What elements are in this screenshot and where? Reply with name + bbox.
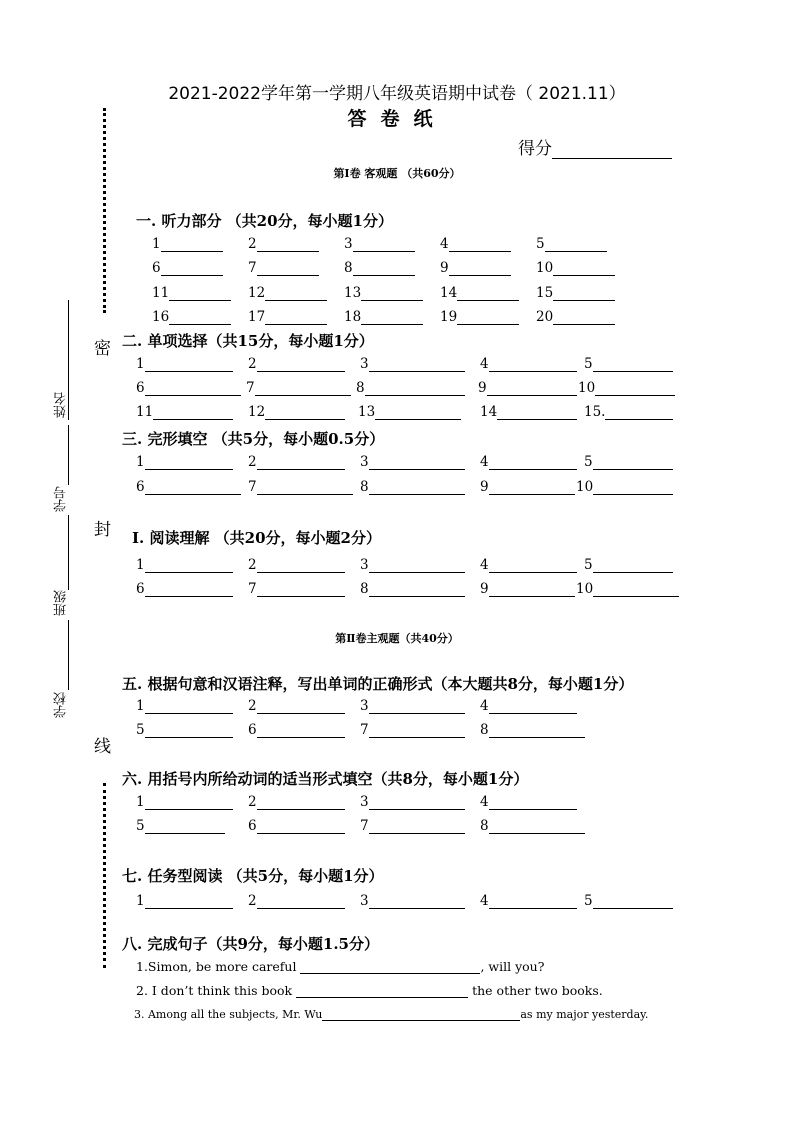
sentence-blank[interactable]	[300, 960, 480, 974]
score-label: 得分	[518, 139, 552, 159]
answer-blank[interactable]: 8	[356, 380, 465, 396]
answer-blank[interactable]: 9	[478, 380, 577, 396]
section-verb-forms: 六. 用括号内所给动词的适当形式填空（共8分，每小题1分）	[122, 770, 529, 788]
answer-blank[interactable]: 6	[152, 260, 223, 276]
answer-blank[interactable]: 3	[360, 893, 465, 909]
answer-blank[interactable]: 4	[480, 893, 577, 909]
answer-blank[interactable]: 5	[584, 356, 673, 372]
answer-blank[interactable]: 6	[136, 479, 241, 495]
answer-blank[interactable]: 2	[248, 794, 345, 810]
answer-blank[interactable]: 5	[584, 557, 673, 573]
answer-blank[interactable]: 6	[248, 722, 345, 738]
answer-sheet-heading: 答卷纸	[347, 108, 447, 130]
answer-blank[interactable]: 2	[248, 698, 345, 714]
answer-blank[interactable]: 10	[576, 479, 673, 495]
answer-blank[interactable]: 18	[344, 309, 423, 325]
answer-blank[interactable]: 11	[152, 285, 231, 301]
answer-blank[interactable]: 1	[136, 356, 233, 372]
answer-blank[interactable]: 9	[440, 260, 511, 276]
answer-blank[interactable]: 5	[584, 454, 673, 470]
answer-blank[interactable]: 12	[248, 285, 327, 301]
answer-blank[interactable]: 14	[440, 285, 519, 301]
section-reading: Ⅰ. 阅读理解 （共20分，每小题2分）	[132, 529, 381, 547]
answer-blank[interactable]: 1	[136, 893, 233, 909]
answer-blank[interactable]: 6	[136, 581, 233, 597]
name-label: 姓名	[54, 392, 69, 418]
answer-blank[interactable]: 13	[344, 285, 423, 301]
answer-blank[interactable]: 17	[248, 309, 327, 325]
section-complete-sentences: 八. 完成句子（共9分，每小题1.5分）	[122, 935, 379, 953]
part-two-heading: 第Ⅱ卷主观题（共40分）	[335, 632, 459, 645]
answer-blank[interactable]: 11	[136, 404, 233, 420]
answer-blank[interactable]: 3	[360, 557, 465, 573]
answer-blank[interactable]: 15	[536, 285, 615, 301]
school-label: 学校	[54, 692, 69, 718]
answer-blank[interactable]: 19	[440, 309, 519, 325]
answer-blank[interactable]: 1	[136, 557, 233, 573]
answer-blank[interactable]: 3	[344, 236, 415, 252]
section-cloze: 三. 完形填空 （共5分，每小题0.5分）	[122, 430, 385, 448]
sentence-item[interactable]: 2. I don’t think this book the other two books.	[136, 983, 603, 998]
answer-blank[interactable]: 4	[480, 356, 577, 372]
answer-blank[interactable]: 14	[480, 404, 577, 420]
answer-blank[interactable]: 5	[536, 236, 607, 252]
sentence-item[interactable]: 1.Simon, be more careful , will you?	[136, 959, 545, 974]
answer-blank[interactable]: 4	[480, 698, 577, 714]
answer-blank[interactable]: 3	[360, 698, 465, 714]
answer-blank[interactable]: 9	[480, 581, 575, 597]
answer-blank[interactable]: 8	[344, 260, 415, 276]
answer-blank[interactable]: 3	[360, 454, 465, 470]
answer-blank[interactable]: 5	[136, 818, 225, 834]
score-blank[interactable]	[552, 141, 672, 159]
answer-blank[interactable]: 6	[248, 818, 345, 834]
exam-title: 2021-2022学年第一学期八年级英语期中试卷（ 2021.11）	[168, 84, 626, 104]
sentence-item[interactable]: 3. Among all the subjects, Mr. Wu as my major yesterday.	[134, 1008, 649, 1021]
answer-blank[interactable]: 4	[480, 454, 577, 470]
seal-mark-xian: 线	[94, 737, 111, 757]
answer-blank[interactable]: 4	[480, 794, 577, 810]
answer-blank[interactable]: 12	[248, 404, 345, 420]
answer-blank[interactable]: 1	[136, 794, 233, 810]
binding-dotted-line-top	[103, 108, 106, 313]
answer-blank[interactable]: 8	[480, 722, 585, 738]
answer-blank[interactable]: 1	[152, 236, 223, 252]
answer-blank[interactable]: 9	[480, 479, 575, 495]
section-task-reading: 七. 任务型阅读 （共5分，每小题1分）	[122, 867, 384, 885]
answer-blank[interactable]: 2	[248, 454, 345, 470]
answer-blank[interactable]: 10	[536, 260, 615, 276]
answer-blank[interactable]: 1	[136, 698, 233, 714]
answer-blank[interactable]: 1	[136, 454, 233, 470]
answer-blank[interactable]: 3	[360, 356, 465, 372]
class-blank[interactable]	[68, 515, 69, 590]
part-one-heading: 第Ⅰ卷 客观题 （共60分）	[333, 167, 461, 180]
class-label: 班级	[54, 590, 69, 616]
answer-blank[interactable]: 8	[360, 479, 465, 495]
answer-blank[interactable]: 2	[248, 236, 319, 252]
answer-blank[interactable]: 10	[578, 380, 675, 396]
answer-blank[interactable]: 8	[360, 581, 465, 597]
student-number-label: 学号	[54, 486, 69, 512]
score-field[interactable]	[518, 134, 672, 159]
section-word-forms: 五. 根据句意和汉语注释，写出单词的正确形式（本大题共8分，每小题1分）	[122, 675, 634, 693]
section-single-choice: 二. 单项选择（共15分，每小题1分）	[122, 332, 374, 350]
answer-blank[interactable]: 7	[248, 479, 353, 495]
answer-blank[interactable]: 7	[248, 581, 345, 597]
answer-blank[interactable]: 7	[248, 260, 319, 276]
answer-blank[interactable]: 3	[360, 794, 465, 810]
answer-blank[interactable]: 2	[248, 356, 345, 372]
answer-blank[interactable]: 7	[360, 818, 465, 834]
answer-blank[interactable]: 10	[576, 581, 679, 597]
answer-blank[interactable]: 16	[152, 309, 231, 325]
answer-blank[interactable]: 20	[536, 309, 615, 325]
sentence-blank[interactable]	[322, 1009, 520, 1021]
answer-blank[interactable]: 2	[248, 893, 345, 909]
answer-blank[interactable]: 8	[480, 818, 585, 834]
answer-blank[interactable]: 6	[136, 380, 241, 396]
answer-blank[interactable]: 15.	[584, 404, 673, 420]
section-listening: 一. 听力部分 （共20分，每小题1分）	[136, 212, 393, 230]
answer-blank[interactable]: 5	[584, 893, 673, 909]
seal-mark-feng: 封	[94, 520, 111, 540]
sentence-blank[interactable]	[296, 984, 468, 998]
answer-blank[interactable]: 5	[136, 722, 233, 738]
student-number-blank[interactable]	[68, 425, 69, 485]
answer-blank[interactable]: 2	[248, 557, 345, 573]
answer-blank[interactable]: 7	[360, 722, 465, 738]
answer-blank[interactable]: 4	[480, 557, 577, 573]
seal-mark-mi: 密	[94, 339, 111, 359]
answer-blank[interactable]: 7	[246, 380, 351, 396]
answer-blank[interactable]: 4	[440, 236, 511, 252]
binding-dotted-line-bottom	[103, 783, 106, 968]
answer-blank[interactable]: 13	[358, 404, 461, 420]
